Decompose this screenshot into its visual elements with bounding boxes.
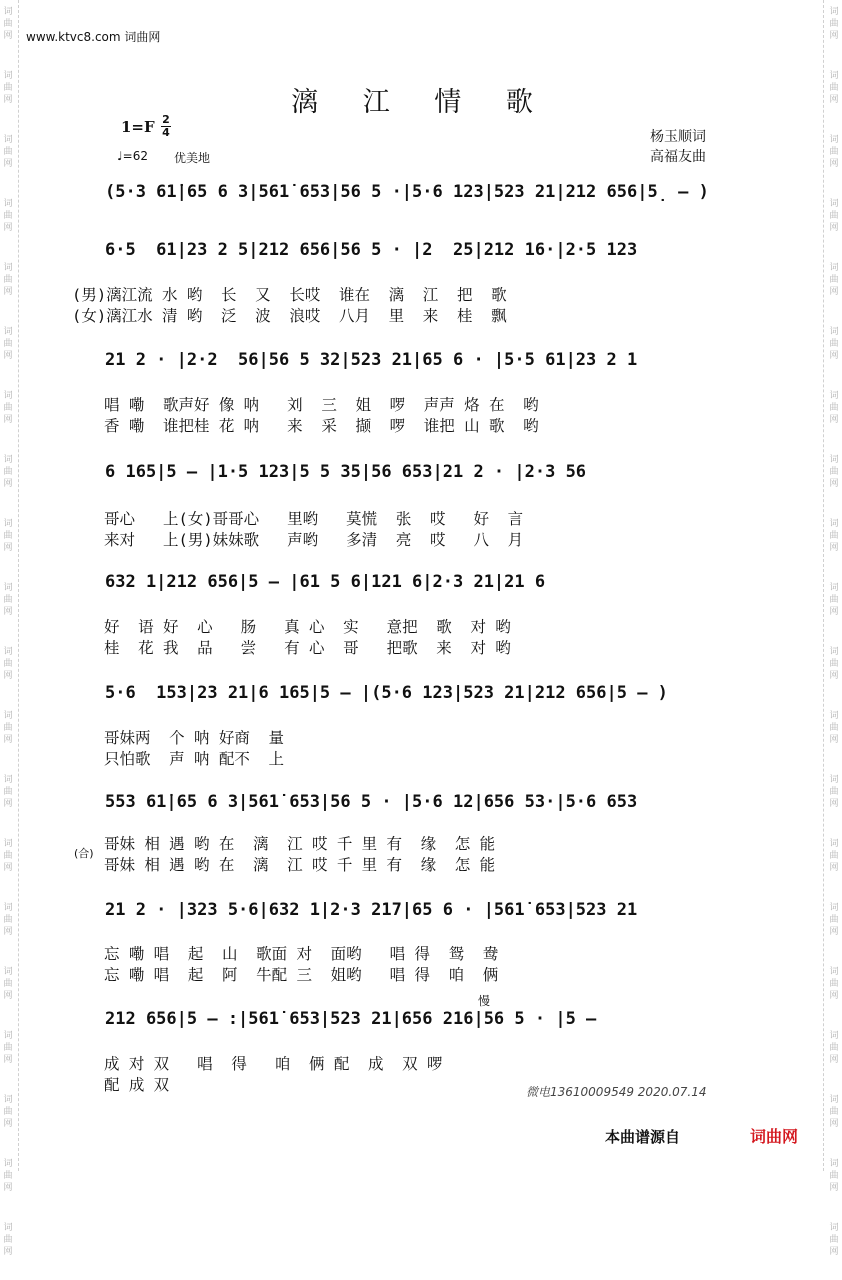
brand-logo[interactable]: 词曲网	[750, 1127, 799, 1146]
left-border	[18, 0, 19, 1171]
lyric-line-9-1: 成 对 双 唱 得 咱 俩 配 成 双 啰	[104, 1055, 443, 1073]
lyric-line-6-1: 哥妹两 个 呐 好商 量	[104, 729, 284, 747]
song-title: 漓 江 情 歌	[291, 87, 551, 118]
time-signature-numerator: 2	[162, 113, 170, 126]
notation-row-3: 21 2 · |2·2 56|56 5 32|523 21|65 6 · |5·5 61|23 2 1	[105, 350, 638, 370]
lyricist-credit: 杨玉顺词	[650, 129, 706, 145]
time-signature-denominator: 4	[162, 126, 170, 139]
notation-row-7: 553 61̇|65 6 3|561̇ 653|56 5 · |5·6 12|656 53·|5·6 653	[105, 792, 638, 812]
lyric-line-2-1: (男)漓江流 水 哟 长 又 长哎 谁在 漓 江 把 歌	[72, 286, 507, 304]
tempo-change-marker: 慢	[478, 994, 491, 1008]
lyric-line-4-1: 哥心 上(女)哥哥心 里哟 莫慌 张 哎 好 言	[104, 510, 524, 528]
right-border	[823, 0, 824, 1171]
lyric-line-8-1: 忘 嘞 唱 起 山 歌面 对 面哟 唱 得 鸳 鸯	[104, 945, 499, 963]
lyric-line-5-1: 好 语 好 心 肠 真 心 实 意把 歌 对 哟	[104, 618, 511, 636]
time-signature	[161, 114, 171, 139]
lyric-line-9-2: 配 成 双	[104, 1076, 170, 1094]
left-watermark: 词 曲 网 词 曲 网 词 曲 网 词 曲 网 词 曲 网 词 曲 网 词 曲 网 词 曲 网 词 曲 网 词 曲 网 词 曲 网 词 曲 网 词 曲 网 词 曲 网 词 曲 网 词 曲 网 词 曲 网 词 曲 网 词 曲 网 词 曲 网	[3, 7, 13, 1257]
site-url[interactable]: www.ktvc8.com 词曲网	[26, 30, 161, 44]
lyric-line-5-2: 桂 花 我 品 尝 有 心 哥 把歌 来 对 哟	[104, 639, 511, 657]
composer-credit: 高福友曲	[650, 149, 706, 165]
chorus-marker: (合)	[74, 847, 94, 860]
lyric-line-7-2: 哥妹 相 遇 哟 在 漓 江 哎 千 里 有 缘 怎 能	[104, 856, 496, 874]
transcriber-signature: 微电13610009549 2020.07.14	[526, 1085, 707, 1099]
tempo-marking: ♩=62	[117, 149, 148, 163]
notation-row-6: 5·6 153|23 21|6 165|5 – |(5·6 123|523 21|212 656|5 – )	[105, 683, 668, 703]
notation-row-5: 632 1|212 656|5 – |61 5 6|121 6|2·3 21|21 6	[105, 572, 546, 592]
lyric-line-6-2: 只怕歌 声 呐 配不 上	[104, 750, 284, 768]
lyric-line-4-2: 来对 上(男)妹妹歌 声哟 多清 亮 哎 八 月	[104, 531, 524, 549]
source-label: 本曲谱源自	[605, 1128, 681, 1146]
key-signature: 1=F	[121, 118, 155, 136]
notation-row-2: 6·5 61|23 2 5|212 656|56 5 · |2 25|212 16·|2·5 123	[105, 240, 638, 260]
notation-row-9: 212 656|5 – :|561̇ 653|523 21|656 216|56 5 · |5 –	[105, 1009, 597, 1029]
lyric-line-2-2: (女)漓江水 清 哟 泛 波 浪哎 八月 里 来 桂 飘	[72, 307, 507, 325]
lyric-line-8-2: 忘 嘞 唱 起 阿 牛配 三 姐哟 唱 得 咱 俩	[104, 966, 499, 984]
notation-row-4: 6 165|5 – |1·5 123|5 5 35|56 653|21 2 · |2·3 56	[105, 462, 587, 482]
expression-marking: 优美地	[174, 151, 211, 165]
notation-row-1: (5·3 61̇|65 6 3|561̇ 653|56 5 ·|5·6 123|523 21|212 656|5̣ – )	[105, 182, 709, 202]
right-watermark: 词 曲 网 词 曲 网 词 曲 网 词 曲 网 词 曲 网 词 曲 网 词 曲 网 词 曲 网 词 曲 网 词 曲 网 词 曲 网 词 曲 网 词 曲 网 词 曲 网 词 曲 网 词 曲 网 词 曲 网 词 曲 网 词 曲 网 词 曲 网	[829, 7, 839, 1257]
lyric-line-3-1: 唱 嘞 歌声好 像 呐 刘 三 姐 啰 声声 烙 在 哟	[104, 396, 539, 414]
notation-row-8: 21 2 · |323 5·6|632 1|2·3 217|65 6 · |561̇ 653|523 21	[105, 900, 638, 920]
lyric-line-3-2: 香 嘞 谁把桂 花 呐 来 采 撷 啰 谁把 山 歌 哟	[104, 417, 539, 435]
lyric-line-7-1: 哥妹 相 遇 哟 在 漓 江 哎 千 里 有 缘 怎 能	[104, 835, 496, 853]
